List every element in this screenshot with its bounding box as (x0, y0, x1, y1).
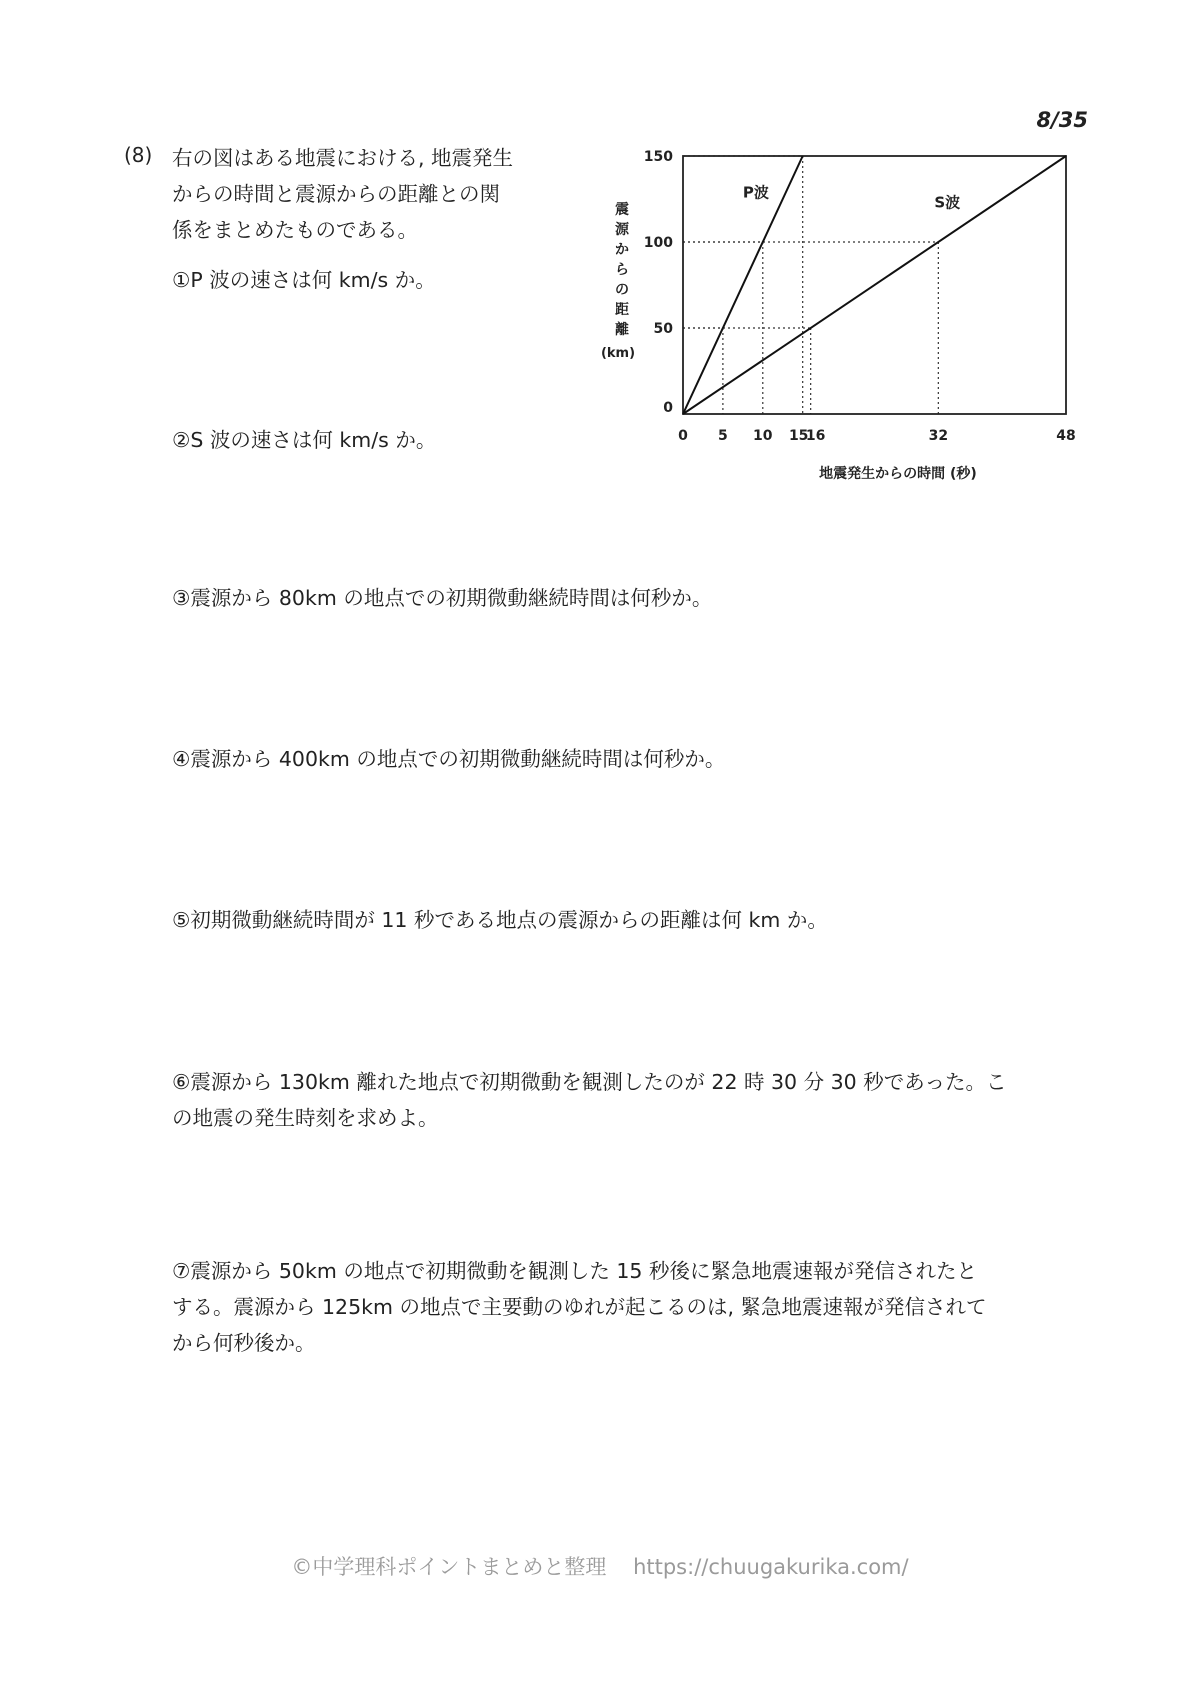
y-tick-label: 150 (643, 149, 673, 165)
intro-line: 係をまとめたものである。 (172, 218, 418, 242)
x-tick-label: 16 (805, 428, 826, 444)
x-tick-label: 10 (753, 428, 773, 444)
intro-line: 右の図はある地震における, 地震発生 (172, 146, 514, 170)
x-tick-label: 5 (718, 428, 728, 444)
y-axis-label-char: 距 (615, 302, 629, 318)
wave-distance-chart (0, 0, 1200, 520)
y-tick-label: 100 (643, 235, 673, 251)
y-axis-label-char: の (615, 282, 629, 298)
subquestion-4: ④震源から 400km の地点での初期微動継続時間は何秒か。 (172, 747, 726, 771)
subquestion-1: ①P 波の速さは何 km/s か。 (172, 268, 436, 292)
s-wave-label: S波 (934, 193, 961, 212)
x-tick-label: 0 (678, 428, 688, 444)
subquestion-5: ⑤初期微動継続時間が 11 秒である地点の震源からの距離は何 km か。 (172, 908, 828, 932)
p-wave-label: P波 (742, 183, 769, 202)
subquestion-6-line: の地震の発生時刻を求めよ。 (172, 1106, 439, 1130)
y-axis-label-char: 震 (615, 202, 629, 218)
y-axis-label-char: ら (615, 262, 629, 278)
s-wave-line (683, 156, 1066, 414)
x-tick-label: 15 (788, 428, 809, 444)
footer (0, 1551, 1200, 1581)
y-tick-label: 50 (653, 321, 673, 337)
subquestion-2: ②S 波の速さは何 km/s か。 (172, 428, 437, 452)
subquestion-7 (172, 1253, 1082, 1361)
footer-url: https://chuugakurika.com/ (633, 1555, 909, 1579)
y-axis-label-char: 離 (615, 322, 629, 338)
x-tick-label: 32 (928, 428, 949, 444)
y-axis-label-char: か (615, 242, 629, 258)
subquestion-7-line: する。震源から 125km の地点で主要動のゆれが起こるのは, 緊急地震速報が発信されて (172, 1295, 987, 1319)
x-axis-label: 地震発生からの時間 (秒) (819, 466, 977, 482)
page-number: 8/35 (1036, 108, 1088, 132)
subquestion-3: ③震源から 80km の地点での初期微動継続時間は何秒か。 (172, 586, 713, 610)
subquestion-6 (172, 1064, 1082, 1136)
y-axis-unit: (km) (600, 346, 636, 361)
y-axis-label-char: 源 (615, 222, 629, 238)
question-number: (8) (124, 143, 153, 167)
subquestion-7-line: ⑦震源から 50km の地点で初期微動を観測した 15 秒後に緊急地震速報が発信されたと (172, 1259, 977, 1283)
intro-line: からの時間と震源からの距離との関 (172, 182, 500, 206)
x-tick-label: 48 (1056, 428, 1076, 444)
footer-copyright: ©中学理科ポイントまとめと整理 (291, 1555, 607, 1579)
y-tick-label: 0 (663, 400, 673, 416)
subquestion-6-line: ⑥震源から 130km 離れた地点で初期微動を観測したのが 22 時 30 分 30 秒であった。こ (172, 1070, 1007, 1094)
subquestion-7-line: から何秒後か。 (172, 1331, 316, 1355)
